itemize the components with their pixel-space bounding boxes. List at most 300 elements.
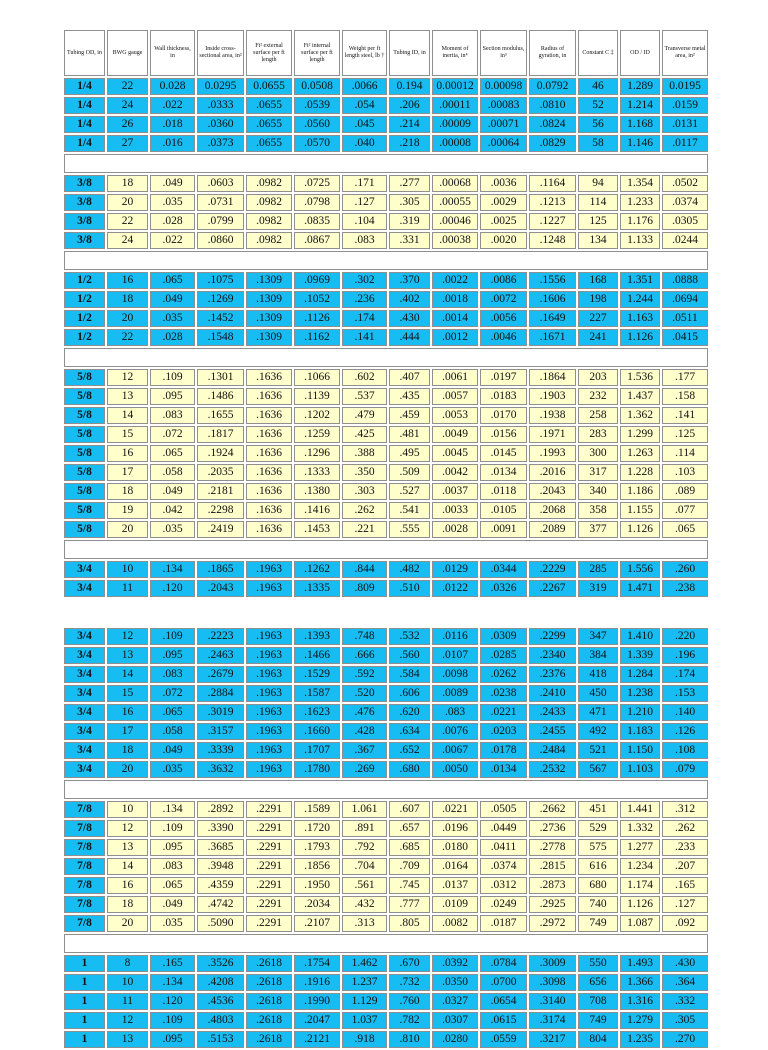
- table-cell: .2034: [294, 896, 340, 913]
- table-cell: .2016: [529, 464, 576, 481]
- table-cell: 22: [107, 78, 148, 95]
- tubing-od-cell: 1/4: [64, 116, 105, 133]
- table-cell: .095: [150, 1031, 195, 1048]
- table-cell: .555: [389, 521, 430, 538]
- table-cell: .083: [432, 704, 478, 721]
- table-cell: .065: [150, 272, 195, 289]
- group-separator: [64, 348, 708, 367]
- tubing-od-cell: 3/8: [64, 194, 105, 211]
- tubing-od-cell: 1/4: [64, 78, 105, 95]
- table-cell: .0170: [480, 407, 527, 424]
- table-cell: .602: [342, 369, 387, 386]
- table-cell: .083: [342, 232, 387, 249]
- table-cell: 26: [107, 116, 148, 133]
- table-cell: .141: [662, 407, 708, 424]
- table-cell: .810: [389, 1031, 430, 1048]
- table-cell: .109: [150, 1012, 195, 1029]
- table-cell: .1963: [246, 685, 292, 702]
- group-separator: [64, 780, 708, 799]
- table-cell: .0105: [480, 502, 527, 519]
- table-cell: .1380: [294, 483, 340, 500]
- table-cell: .5090: [197, 915, 244, 932]
- tubing-od-cell: 1/2: [64, 272, 105, 289]
- table-cell: .0057: [432, 388, 478, 405]
- table-row: [64, 135, 708, 152]
- table-cell: .0694: [662, 291, 708, 308]
- table-cell: .2047: [294, 1012, 340, 1029]
- table-cell: 12: [107, 369, 148, 386]
- header-cell: Wall thickness, in: [150, 30, 195, 76]
- table-cell: 1.536: [620, 369, 660, 386]
- table-cell: .2463: [197, 647, 244, 664]
- table-row: [64, 521, 708, 538]
- table-cell: 1.299: [620, 426, 660, 443]
- table-cell: 8: [107, 955, 148, 972]
- table-cell: .207: [662, 858, 708, 875]
- header-cell: Weight per ft length steel, lb †: [342, 30, 387, 76]
- table-cell: .2291: [246, 896, 292, 913]
- table-row: [64, 483, 708, 500]
- table-cell: .0029: [480, 194, 527, 211]
- table-cell: .0056: [480, 310, 527, 327]
- table-cell: .0050: [432, 761, 478, 778]
- table-cell: .040: [342, 135, 387, 152]
- table-cell: 521: [578, 742, 618, 759]
- table-cell: .0502: [662, 175, 708, 192]
- table-cell: .541: [389, 502, 430, 519]
- table-cell: 17: [107, 464, 148, 481]
- table-cell: .077: [662, 502, 708, 519]
- table-cell: .0829: [529, 135, 576, 152]
- table-cell: .2925: [529, 896, 576, 913]
- table-cell: .2532: [529, 761, 576, 778]
- table-cell: 340: [578, 483, 618, 500]
- table-cell: .2035: [197, 464, 244, 481]
- table-cell: .1864: [529, 369, 576, 386]
- table-cell: .177: [662, 369, 708, 386]
- table-cell: 283: [578, 426, 618, 443]
- table-cell: .0109: [432, 896, 478, 913]
- table-row: [64, 820, 708, 837]
- table-cell: 168: [578, 272, 618, 289]
- group-separator: [64, 540, 708, 559]
- table-cell: .0570: [294, 135, 340, 152]
- table-cell: 1.174: [620, 877, 660, 894]
- table-cell: 13: [107, 839, 148, 856]
- table-cell: .305: [389, 194, 430, 211]
- table-cell: .1963: [246, 647, 292, 664]
- table-cell: .0560: [294, 116, 340, 133]
- table-cell: .1990: [294, 993, 340, 1010]
- table-cell: .2291: [246, 858, 292, 875]
- table-cell: .435: [389, 388, 430, 405]
- table-cell: .238: [662, 580, 708, 597]
- table-cell: .174: [662, 666, 708, 683]
- table-cell: .221: [342, 521, 387, 538]
- table-cell: .1636: [246, 464, 292, 481]
- table-cell: .1963: [246, 561, 292, 578]
- table-cell: .0178: [480, 742, 527, 759]
- table-cell: 27: [107, 135, 148, 152]
- table-cell: .277: [389, 175, 430, 192]
- table-cell: 241: [578, 329, 618, 346]
- table-row: [64, 666, 708, 683]
- table-cell: .0969: [294, 272, 340, 289]
- table-row: [64, 388, 708, 405]
- table-cell: 58: [578, 135, 618, 152]
- table-cell: .782: [389, 1012, 430, 1029]
- table-cell: .0511: [662, 310, 708, 327]
- table-cell: 258: [578, 407, 618, 424]
- table-cell: .1655: [197, 407, 244, 424]
- table-cell: .0014: [432, 310, 478, 327]
- table-cell: 1.332: [620, 820, 660, 837]
- table-row: [64, 116, 708, 133]
- table-cell: 0.0195: [662, 78, 708, 95]
- header-cell: OD / ID: [620, 30, 660, 76]
- separator-cell: [64, 780, 708, 799]
- table-cell: 11: [107, 993, 148, 1010]
- table-cell: 1.244: [620, 291, 660, 308]
- table-cell: .1963: [246, 723, 292, 740]
- table-cell: .4359: [197, 877, 244, 894]
- header-cell: Ft² internal surface per ft length: [294, 30, 340, 76]
- table-cell: .666: [342, 647, 387, 664]
- table-cell: .584: [389, 666, 430, 683]
- table-cell: .00011: [432, 97, 478, 114]
- tubing-od-cell: 1: [64, 993, 105, 1010]
- table-cell: 11: [107, 580, 148, 597]
- table-cell: .561: [342, 877, 387, 894]
- table-cell: .00046: [432, 213, 478, 230]
- table-cell: .0137: [432, 877, 478, 894]
- table-cell: .331: [389, 232, 430, 249]
- table-cell: .1793: [294, 839, 340, 856]
- table-cell: .00083: [480, 97, 527, 114]
- table-row: [64, 915, 708, 932]
- table-cell: .1139: [294, 388, 340, 405]
- table-cell: 1.234: [620, 858, 660, 875]
- table-row: [64, 232, 708, 249]
- tubing-od-cell: 3/4: [64, 761, 105, 778]
- table-cell: 0.00098: [480, 78, 527, 95]
- table-cell: .2618: [246, 974, 292, 991]
- table-cell: .0196: [432, 820, 478, 837]
- table-cell: 347: [578, 628, 618, 645]
- table-cell: .364: [662, 974, 708, 991]
- table-cell: .3339: [197, 742, 244, 759]
- table-cell: .0982: [246, 194, 292, 211]
- table-cell: 18: [107, 175, 148, 192]
- table-cell: .509: [389, 464, 430, 481]
- table-cell: .058: [150, 723, 195, 740]
- table-cell: 1.233: [620, 194, 660, 211]
- table-row: [64, 502, 708, 519]
- table-cell: .035: [150, 194, 195, 211]
- table-row: [64, 761, 708, 778]
- table-cell: .1938: [529, 407, 576, 424]
- table-cell: 22: [107, 329, 148, 346]
- table-cell: .0118: [480, 483, 527, 500]
- table-cell: 0.028: [150, 78, 195, 95]
- table-cell: .476: [342, 704, 387, 721]
- table-row: [64, 426, 708, 443]
- table-cell: .1606: [529, 291, 576, 308]
- table-cell: .0374: [662, 194, 708, 211]
- table-cell: 14: [107, 407, 148, 424]
- tubing-od-cell: 3/8: [64, 213, 105, 230]
- table-cell: 1.103: [620, 761, 660, 778]
- table-cell: 1.150: [620, 742, 660, 759]
- table-cell: .0159: [662, 97, 708, 114]
- table-cell: 10: [107, 561, 148, 578]
- table-cell: .527: [389, 483, 430, 500]
- table-cell: .520: [342, 685, 387, 702]
- table-cell: 15: [107, 426, 148, 443]
- table-cell: 0.0792: [529, 78, 576, 95]
- separator-cell: [64, 348, 708, 367]
- table-cell: .0603: [197, 175, 244, 192]
- table-cell: .134: [150, 801, 195, 818]
- table-cell: 656: [578, 974, 618, 991]
- table-cell: .0888: [662, 272, 708, 289]
- tubing-od-cell: 7/8: [64, 915, 105, 932]
- tubing-od-cell: 5/8: [64, 502, 105, 519]
- table-cell: .0020: [480, 232, 527, 249]
- table-cell: 1.235: [620, 1031, 660, 1048]
- table-cell: .459: [389, 407, 430, 424]
- table-cell: .0798: [294, 194, 340, 211]
- table-cell: .0344: [480, 561, 527, 578]
- table-cell: .1817: [197, 426, 244, 443]
- table-cell: .00071: [480, 116, 527, 133]
- table-cell: .1301: [197, 369, 244, 386]
- table-cell: 1.087: [620, 915, 660, 932]
- table-cell: .065: [150, 445, 195, 462]
- table-cell: .1333: [294, 464, 340, 481]
- table-cell: .732: [389, 974, 430, 991]
- table-cell: 1.279: [620, 1012, 660, 1029]
- table-cell: .1636: [246, 445, 292, 462]
- table-cell: .127: [342, 194, 387, 211]
- tubing-od-cell: 7/8: [64, 896, 105, 913]
- table-cell: .103: [662, 464, 708, 481]
- table-cell: .370: [389, 272, 430, 289]
- table-cell: 550: [578, 955, 618, 972]
- header-cell: Tubing ID, in: [389, 30, 430, 76]
- header-cell: BWG gauge: [107, 30, 148, 76]
- table-cell: 1.237: [342, 974, 387, 991]
- table-cell: .049: [150, 896, 195, 913]
- tubing-od-cell: 3/4: [64, 723, 105, 740]
- table-cell: .2873: [529, 877, 576, 894]
- table-cell: .809: [342, 580, 387, 597]
- table-cell: .0187: [480, 915, 527, 932]
- table-cell: .0053: [432, 407, 478, 424]
- table-cell: .0122: [432, 580, 478, 597]
- table-cell: .792: [342, 839, 387, 856]
- table-cell: 1.263: [620, 445, 660, 462]
- table-cell: 804: [578, 1031, 618, 1048]
- table-cell: .428: [342, 723, 387, 740]
- table-cell: .083: [150, 858, 195, 875]
- table-row: [64, 78, 708, 95]
- table-row: [64, 291, 708, 308]
- table-cell: .2291: [246, 820, 292, 837]
- table-cell: .1971: [529, 426, 576, 443]
- table-cell: .2679: [197, 666, 244, 683]
- tubing-od-cell: 3/4: [64, 628, 105, 645]
- table-cell: .0350: [432, 974, 478, 991]
- table-cell: 1.289: [620, 78, 660, 95]
- table-cell: 1.133: [620, 232, 660, 249]
- table-cell: .0700: [480, 974, 527, 991]
- table-cell: 450: [578, 685, 618, 702]
- table-cell: .0197: [480, 369, 527, 386]
- table-cell: .0091: [480, 521, 527, 538]
- table-row: [64, 704, 708, 721]
- table-cell: .2736: [529, 820, 576, 837]
- table-cell: .1309: [246, 272, 292, 289]
- table-cell: .042: [150, 502, 195, 519]
- table-cell: .1780: [294, 761, 340, 778]
- table-cell: 0.0295: [197, 78, 244, 95]
- table-cell: .035: [150, 310, 195, 327]
- table-cell: .1916: [294, 974, 340, 991]
- table-cell: .1393: [294, 628, 340, 645]
- table-cell: 20: [107, 521, 148, 538]
- table-cell: .1903: [529, 388, 576, 405]
- table-cell: .0655: [246, 135, 292, 152]
- table-cell: 1.362: [620, 407, 660, 424]
- table-cell: .313: [342, 915, 387, 932]
- table-row: [64, 272, 708, 289]
- tubing-od-cell: 5/8: [64, 426, 105, 443]
- table-cell: .165: [662, 877, 708, 894]
- table-row: [64, 628, 708, 645]
- table-cell: 0.0508: [294, 78, 340, 95]
- table-cell: .312: [662, 801, 708, 818]
- table-cell: 227: [578, 310, 618, 327]
- table-cell: .1066: [294, 369, 340, 386]
- table-row: [64, 194, 708, 211]
- table-row: [64, 213, 708, 230]
- table-cell: .045: [342, 116, 387, 133]
- table-cell: .1636: [246, 388, 292, 405]
- table-cell: 471: [578, 704, 618, 721]
- table-cell: 1.471: [620, 580, 660, 597]
- table-cell: .2043: [197, 580, 244, 597]
- table-cell: .305: [662, 1012, 708, 1029]
- table-cell: 567: [578, 761, 618, 778]
- table-cell: .620: [389, 704, 430, 721]
- table-cell: .537: [342, 388, 387, 405]
- tubing-od-cell: 1/2: [64, 310, 105, 327]
- table-cell: 1.146: [620, 135, 660, 152]
- table-cell: .196: [662, 647, 708, 664]
- tubing-od-cell: 1: [64, 974, 105, 991]
- table-cell: 1.126: [620, 329, 660, 346]
- table-cell: .2376: [529, 666, 576, 683]
- table-cell: 1.061: [342, 801, 387, 818]
- table-cell: .0411: [480, 839, 527, 856]
- table-row: [64, 858, 708, 875]
- table-cell: .058: [150, 464, 195, 481]
- table-cell: .0221: [432, 801, 478, 818]
- table-cell: .065: [150, 704, 195, 721]
- table-cell: 203: [578, 369, 618, 386]
- table-cell: .0036: [480, 175, 527, 192]
- table-cell: .00068: [432, 175, 478, 192]
- tubing-od-cell: 3/8: [64, 232, 105, 249]
- table-cell: 10: [107, 801, 148, 818]
- table-cell: .0867: [294, 232, 340, 249]
- table-cell: .109: [150, 820, 195, 837]
- table-cell: .2618: [246, 993, 292, 1010]
- tubing-od-cell: 1: [64, 955, 105, 972]
- table-cell: .4803: [197, 1012, 244, 1029]
- table-cell: .035: [150, 761, 195, 778]
- table-cell: .1556: [529, 272, 576, 289]
- table-cell: .206: [389, 97, 430, 114]
- table-cell: .0824: [529, 116, 576, 133]
- table-cell: .319: [389, 213, 430, 230]
- table-cell: .092: [662, 915, 708, 932]
- table-cell: .0539: [294, 97, 340, 114]
- table-cell: 1.183: [620, 723, 660, 740]
- group-separator: [64, 934, 708, 953]
- table-cell: .0305: [662, 213, 708, 230]
- table-cell: .0066: [342, 78, 387, 95]
- table-cell: .4742: [197, 896, 244, 913]
- table-cell: 1.155: [620, 502, 660, 519]
- table-cell: .1963: [246, 704, 292, 721]
- table-cell: .1636: [246, 369, 292, 386]
- table-cell: .0312: [480, 877, 527, 894]
- group-separator: [64, 154, 708, 173]
- table-cell: .0025: [480, 213, 527, 230]
- tubing-od-cell: 5/8: [64, 369, 105, 386]
- table-cell: .332: [662, 993, 708, 1010]
- table-cell: .748: [342, 628, 387, 645]
- table-cell: .0327: [432, 993, 478, 1010]
- table-cell: .367: [342, 742, 387, 759]
- table-cell: 1.437: [620, 388, 660, 405]
- table-row: [64, 369, 708, 386]
- table-cell: .065: [662, 521, 708, 538]
- table-cell: .0374: [480, 858, 527, 875]
- table-row: [64, 723, 708, 740]
- table-cell: 708: [578, 993, 618, 1010]
- tubing-od-cell: 7/8: [64, 820, 105, 837]
- table-cell: 46: [578, 78, 618, 95]
- table-cell: 1.210: [620, 704, 660, 721]
- table-cell: .745: [389, 877, 430, 894]
- table-cell: .028: [150, 329, 195, 346]
- table-cell: .1636: [246, 407, 292, 424]
- table-cell: .1587: [294, 685, 340, 702]
- table-cell: .065: [150, 877, 195, 894]
- table-cell: 418: [578, 666, 618, 683]
- table-header: [64, 30, 708, 76]
- table-cell: .2223: [197, 628, 244, 645]
- table-cell: 1.129: [342, 993, 387, 1010]
- header-cell: Constant C ‡: [578, 30, 618, 76]
- table-cell: 12: [107, 628, 148, 645]
- table-cell: .1309: [246, 329, 292, 346]
- table-cell: .0799: [197, 213, 244, 230]
- table-cell: .108: [662, 742, 708, 759]
